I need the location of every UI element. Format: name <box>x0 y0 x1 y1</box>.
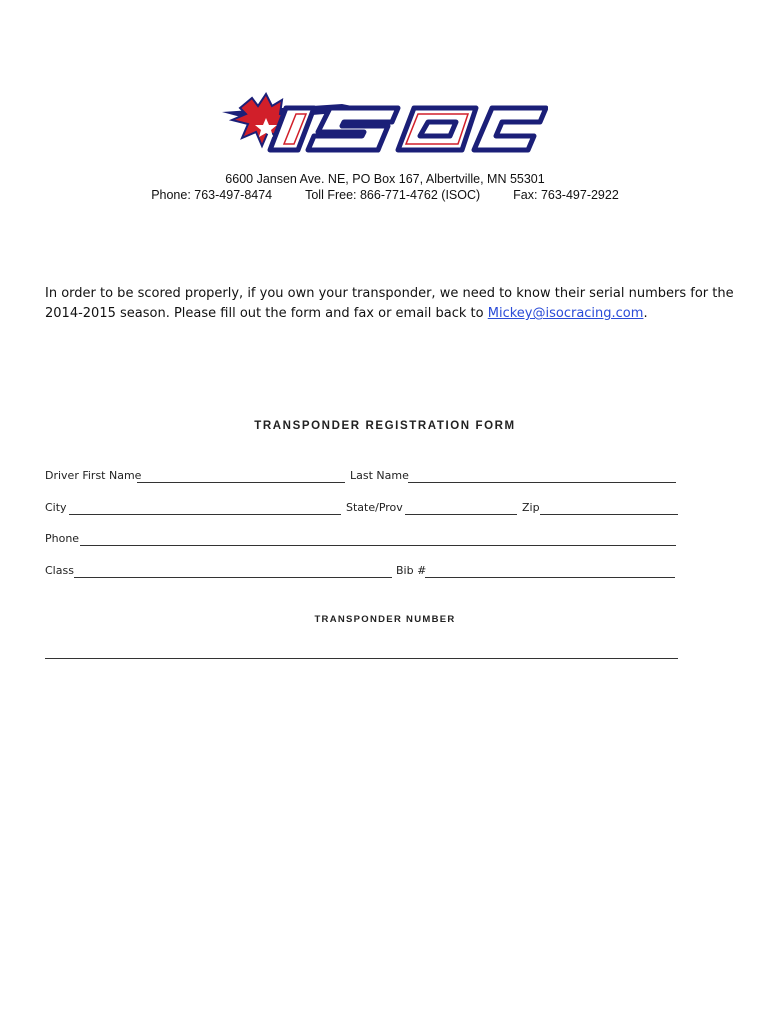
city-label: City <box>45 501 67 514</box>
form-title: TRANSPONDER REGISTRATION FORM <box>254 420 516 432</box>
state-prov-label: State/Prov <box>346 501 403 514</box>
fax-text: Fax: 763-497-2922 <box>513 188 619 202</box>
bib-label: Bib # <box>396 564 427 577</box>
intro-text: In order to be scored properly, if you own your transponder, we need to know their serial numbers for the 2014-2015 season. Please fill out the form and fax or email back to <box>45 286 734 321</box>
transponder-number-title: TRANSPONDER NUMBER <box>314 614 456 625</box>
state-prov-field[interactable] <box>405 514 517 515</box>
email-link[interactable]: Mickey@isocracing.com <box>487 306 644 321</box>
isoc-logo <box>222 92 548 154</box>
contact-line <box>0 188 770 202</box>
zip-field[interactable] <box>540 514 678 515</box>
class-label: Class <box>45 564 74 577</box>
class-field[interactable] <box>74 577 392 578</box>
driver-first-name-label: Driver First Name <box>45 469 142 482</box>
last-name-label: Last Name <box>350 469 409 482</box>
toll-free-text: Toll Free: 866-771-4762 (ISOC) <box>305 188 481 202</box>
bib-field[interactable] <box>425 577 675 578</box>
phone-label: Phone <box>45 532 80 545</box>
address-line: 6600 Jansen Ave. NE, PO Box 167, Albertville, MN 55301 <box>225 172 545 186</box>
city-field[interactable] <box>69 514 341 515</box>
transponder-number-field[interactable] <box>45 658 678 659</box>
driver-first-name-field[interactable] <box>137 482 345 483</box>
intro-paragraph <box>45 284 745 324</box>
phone-text: Phone: 763-497-8474 <box>151 188 273 202</box>
last-name-field[interactable] <box>408 482 676 483</box>
intro-period: . <box>643 306 648 321</box>
zip-label: Zip <box>522 501 540 514</box>
phone-field[interactable] <box>80 545 676 546</box>
